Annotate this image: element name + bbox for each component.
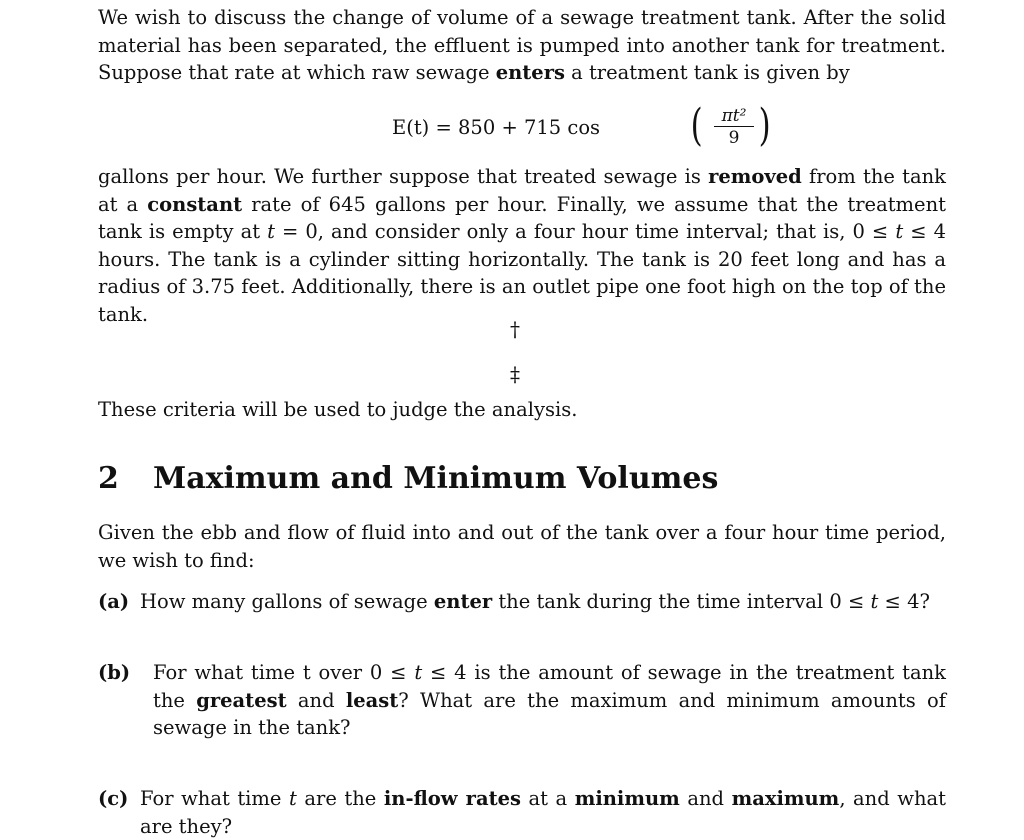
- formula-lhs: E(t) = 850 + 715 cos: [392, 116, 601, 139]
- question-b-text: [153, 659, 946, 742]
- qc-text-2: are the: [296, 787, 384, 810]
- double-dagger-footnote-mark: ‡: [510, 362, 520, 386]
- section-title: Maximum and Minimum Volumes: [153, 461, 719, 496]
- in-flow-rates-emphasis: in-flow rates: [383, 787, 521, 810]
- maximum-emphasis: maximum: [731, 787, 840, 810]
- question-c: [98, 785, 946, 840]
- intro-text: We wish to discuss the change of volume of a sewage treatment tank. After the solid material has been separated, the effluent is pumped into another tank for treatment. Suppose that rate at which raw sewage: [98, 6, 946, 84]
- qa-text-2: the tank during the time interval 0 ≤: [492, 590, 871, 613]
- intro-paragraph: [98, 4, 946, 87]
- var-t: t: [414, 661, 423, 684]
- fraction-denominator: 9: [728, 128, 740, 148]
- minimum-emphasis: minimum: [574, 787, 680, 810]
- enters-emphasis: enters: [495, 61, 565, 84]
- question-a-label: (a): [98, 590, 130, 613]
- section-number: 2: [98, 461, 119, 496]
- formula-open-paren: (: [690, 100, 703, 151]
- qa-text-1: How many gallons of sewage: [140, 590, 434, 613]
- intro-text-end: a treatment tank is given by: [564, 61, 850, 84]
- conditions-paragraph: [98, 163, 946, 328]
- qc-text-4: and: [679, 787, 732, 810]
- enter-emphasis: enter: [433, 590, 493, 613]
- least-emphasis: least: [345, 688, 399, 712]
- dagger-footnote-mark: †: [510, 317, 520, 341]
- qc-text-5: , and what are they?: [140, 787, 946, 838]
- qb-text-1: For what time t over 0 ≤: [153, 661, 415, 684]
- conditions-text-4: = 0, and consider only a four hour time interval; that is, 0 ≤: [274, 220, 896, 243]
- conditions-text-1: gallons per hour. We further suppose that treated sewage is: [98, 165, 709, 188]
- question-c-text: [140, 785, 946, 840]
- var-t: t: [267, 220, 275, 243]
- var-t: t: [288, 787, 297, 810]
- section-heading: [98, 461, 718, 497]
- conditions-text-2: from the tank at a: [98, 165, 947, 216]
- qc-text-1: For what time: [140, 787, 289, 810]
- removed-emphasis: removed: [708, 165, 802, 188]
- criteria-paragraph: These criteria will be used to judge the analysis.: [98, 398, 578, 421]
- conditions-text-3: rate of 645 gallons per hour. Finally, we assume that the treatment tank is empty at: [98, 192, 946, 243]
- question-a: [98, 588, 946, 616]
- question-b: [98, 659, 946, 742]
- section-intro-paragraph: Given the ebb and flow of fluid into and out of the tank over a four hour time period, we wish to find:: [98, 521, 946, 572]
- question-a-text: [140, 588, 946, 616]
- formula-fraction: [712, 106, 756, 149]
- qb-text-4: ? What are the maximum and minimum amounts of sewage in the tank?: [153, 688, 946, 739]
- question-c-label: (c): [98, 787, 129, 810]
- qb-text-3: and: [286, 688, 346, 712]
- qc-text-3: at a: [520, 787, 575, 810]
- conditions-text-5: ≤ 4 hours. The tank is a cylinder sitting horizontally. The tank is 20 feet long and has a radius of 3.75 feet. Additionally, there is an outlet pipe one foot high on the top of the tank.: [98, 220, 946, 326]
- question-b-label: (b): [98, 661, 131, 684]
- var-t: t: [870, 590, 879, 613]
- qa-text-3: ≤ 4?: [878, 590, 930, 613]
- constant-emphasis: constant: [147, 192, 243, 216]
- var-t: t: [895, 220, 904, 243]
- formula-close-paren: ): [758, 100, 771, 151]
- fraction-numerator: πt²: [721, 106, 747, 126]
- qb-text-2: ≤ 4 is the amount of sewage in the treatment tank the: [153, 661, 946, 712]
- greatest-emphasis: greatest: [196, 688, 287, 712]
